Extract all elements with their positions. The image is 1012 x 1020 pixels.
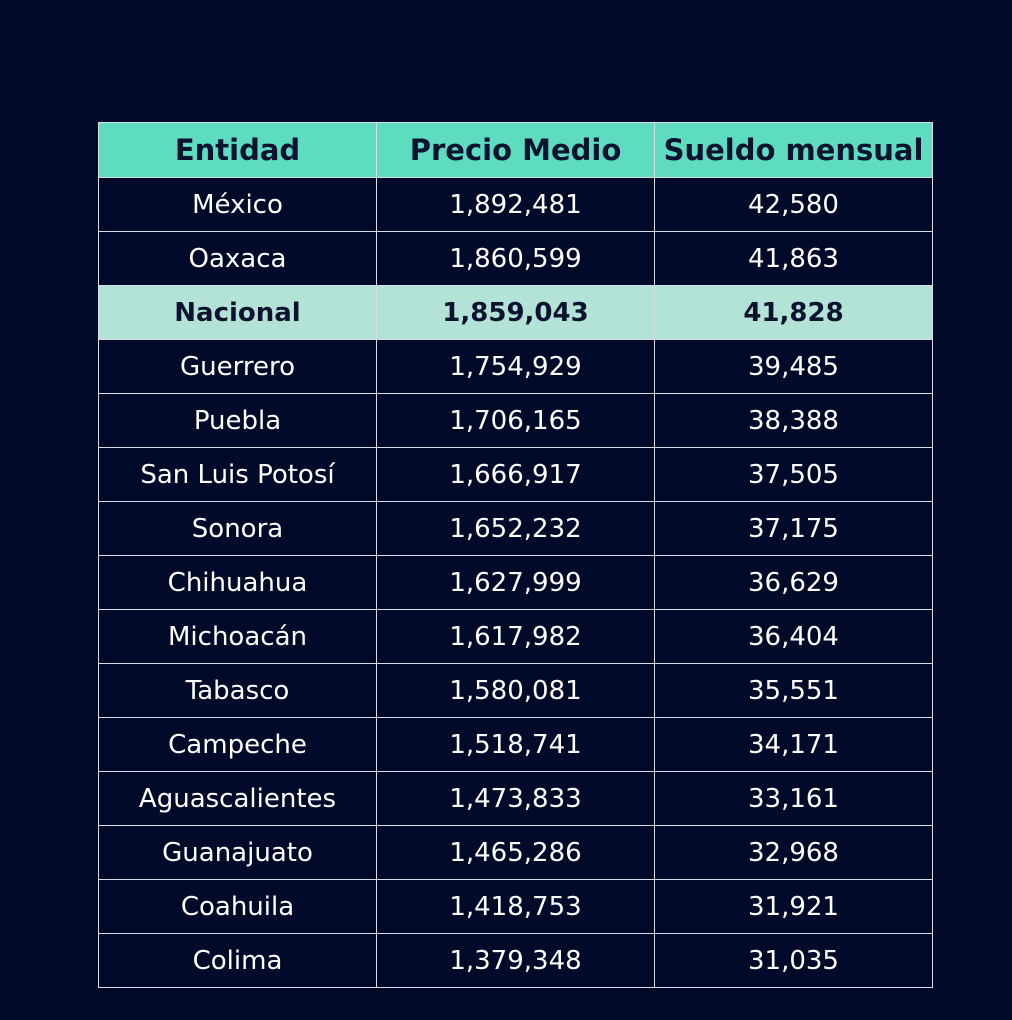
cell-entidad: Colima bbox=[99, 934, 377, 988]
cell-sueldo-mensual: 31,921 bbox=[655, 880, 933, 934]
cell-entidad: Campeche bbox=[99, 718, 377, 772]
table-body bbox=[99, 178, 933, 988]
cell-entidad: San Luis Potosí bbox=[99, 448, 377, 502]
column-header-sueldo-mensual: Sueldo mensual bbox=[655, 123, 933, 178]
table-row bbox=[99, 448, 933, 502]
data-table bbox=[98, 122, 933, 988]
table-row-highlighted bbox=[99, 286, 933, 340]
cell-sueldo-mensual: 33,161 bbox=[655, 772, 933, 826]
cell-precio-medio: 1,518,741 bbox=[377, 718, 655, 772]
cell-sueldo-mensual: 39,485 bbox=[655, 340, 933, 394]
table-row bbox=[99, 178, 933, 232]
data-table-container bbox=[98, 122, 932, 988]
table-row bbox=[99, 232, 933, 286]
cell-precio-medio: 1,580,081 bbox=[377, 664, 655, 718]
cell-precio-medio: 1,627,999 bbox=[377, 556, 655, 610]
cell-precio-medio: 1,652,232 bbox=[377, 502, 655, 556]
cell-entidad: Puebla bbox=[99, 394, 377, 448]
column-header-entidad: Entidad bbox=[99, 123, 377, 178]
cell-entidad: México bbox=[99, 178, 377, 232]
cell-precio-medio: 1,666,917 bbox=[377, 448, 655, 502]
table-row bbox=[99, 772, 933, 826]
cell-sueldo-mensual: 32,968 bbox=[655, 826, 933, 880]
cell-precio-medio: 1,859,043 bbox=[377, 286, 655, 340]
cell-sueldo-mensual: 37,505 bbox=[655, 448, 933, 502]
table-row bbox=[99, 502, 933, 556]
cell-sueldo-mensual: 38,388 bbox=[655, 394, 933, 448]
cell-precio-medio: 1,617,982 bbox=[377, 610, 655, 664]
cell-sueldo-mensual: 36,629 bbox=[655, 556, 933, 610]
cell-sueldo-mensual: 42,580 bbox=[655, 178, 933, 232]
cell-entidad: Oaxaca bbox=[99, 232, 377, 286]
table-row bbox=[99, 556, 933, 610]
cell-precio-medio: 1,860,599 bbox=[377, 232, 655, 286]
cell-sueldo-mensual: 41,828 bbox=[655, 286, 933, 340]
table-row bbox=[99, 826, 933, 880]
table-row bbox=[99, 880, 933, 934]
cell-precio-medio: 1,754,929 bbox=[377, 340, 655, 394]
cell-precio-medio: 1,892,481 bbox=[377, 178, 655, 232]
table-row bbox=[99, 718, 933, 772]
cell-sueldo-mensual: 37,175 bbox=[655, 502, 933, 556]
table-row bbox=[99, 664, 933, 718]
header-row bbox=[99, 123, 933, 178]
cell-entidad: Nacional bbox=[99, 286, 377, 340]
table-header bbox=[99, 123, 933, 178]
cell-entidad: Coahuila bbox=[99, 880, 377, 934]
cell-entidad: Tabasco bbox=[99, 664, 377, 718]
cell-entidad: Michoacán bbox=[99, 610, 377, 664]
cell-entidad: Aguascalientes bbox=[99, 772, 377, 826]
cell-sueldo-mensual: 35,551 bbox=[655, 664, 933, 718]
cell-precio-medio: 1,465,286 bbox=[377, 826, 655, 880]
cell-entidad: Sonora bbox=[99, 502, 377, 556]
cell-precio-medio: 1,473,833 bbox=[377, 772, 655, 826]
cell-sueldo-mensual: 36,404 bbox=[655, 610, 933, 664]
cell-entidad: Chihuahua bbox=[99, 556, 377, 610]
cell-precio-medio: 1,418,753 bbox=[377, 880, 655, 934]
table-row bbox=[99, 394, 933, 448]
cell-sueldo-mensual: 31,035 bbox=[655, 934, 933, 988]
column-header-precio-medio: Precio Medio bbox=[377, 123, 655, 178]
table-row bbox=[99, 934, 933, 988]
cell-sueldo-mensual: 34,171 bbox=[655, 718, 933, 772]
cell-precio-medio: 1,706,165 bbox=[377, 394, 655, 448]
cell-entidad: Guerrero bbox=[99, 340, 377, 394]
cell-sueldo-mensual: 41,863 bbox=[655, 232, 933, 286]
table-row bbox=[99, 610, 933, 664]
table-row bbox=[99, 340, 933, 394]
cell-precio-medio: 1,379,348 bbox=[377, 934, 655, 988]
cell-entidad: Guanajuato bbox=[99, 826, 377, 880]
